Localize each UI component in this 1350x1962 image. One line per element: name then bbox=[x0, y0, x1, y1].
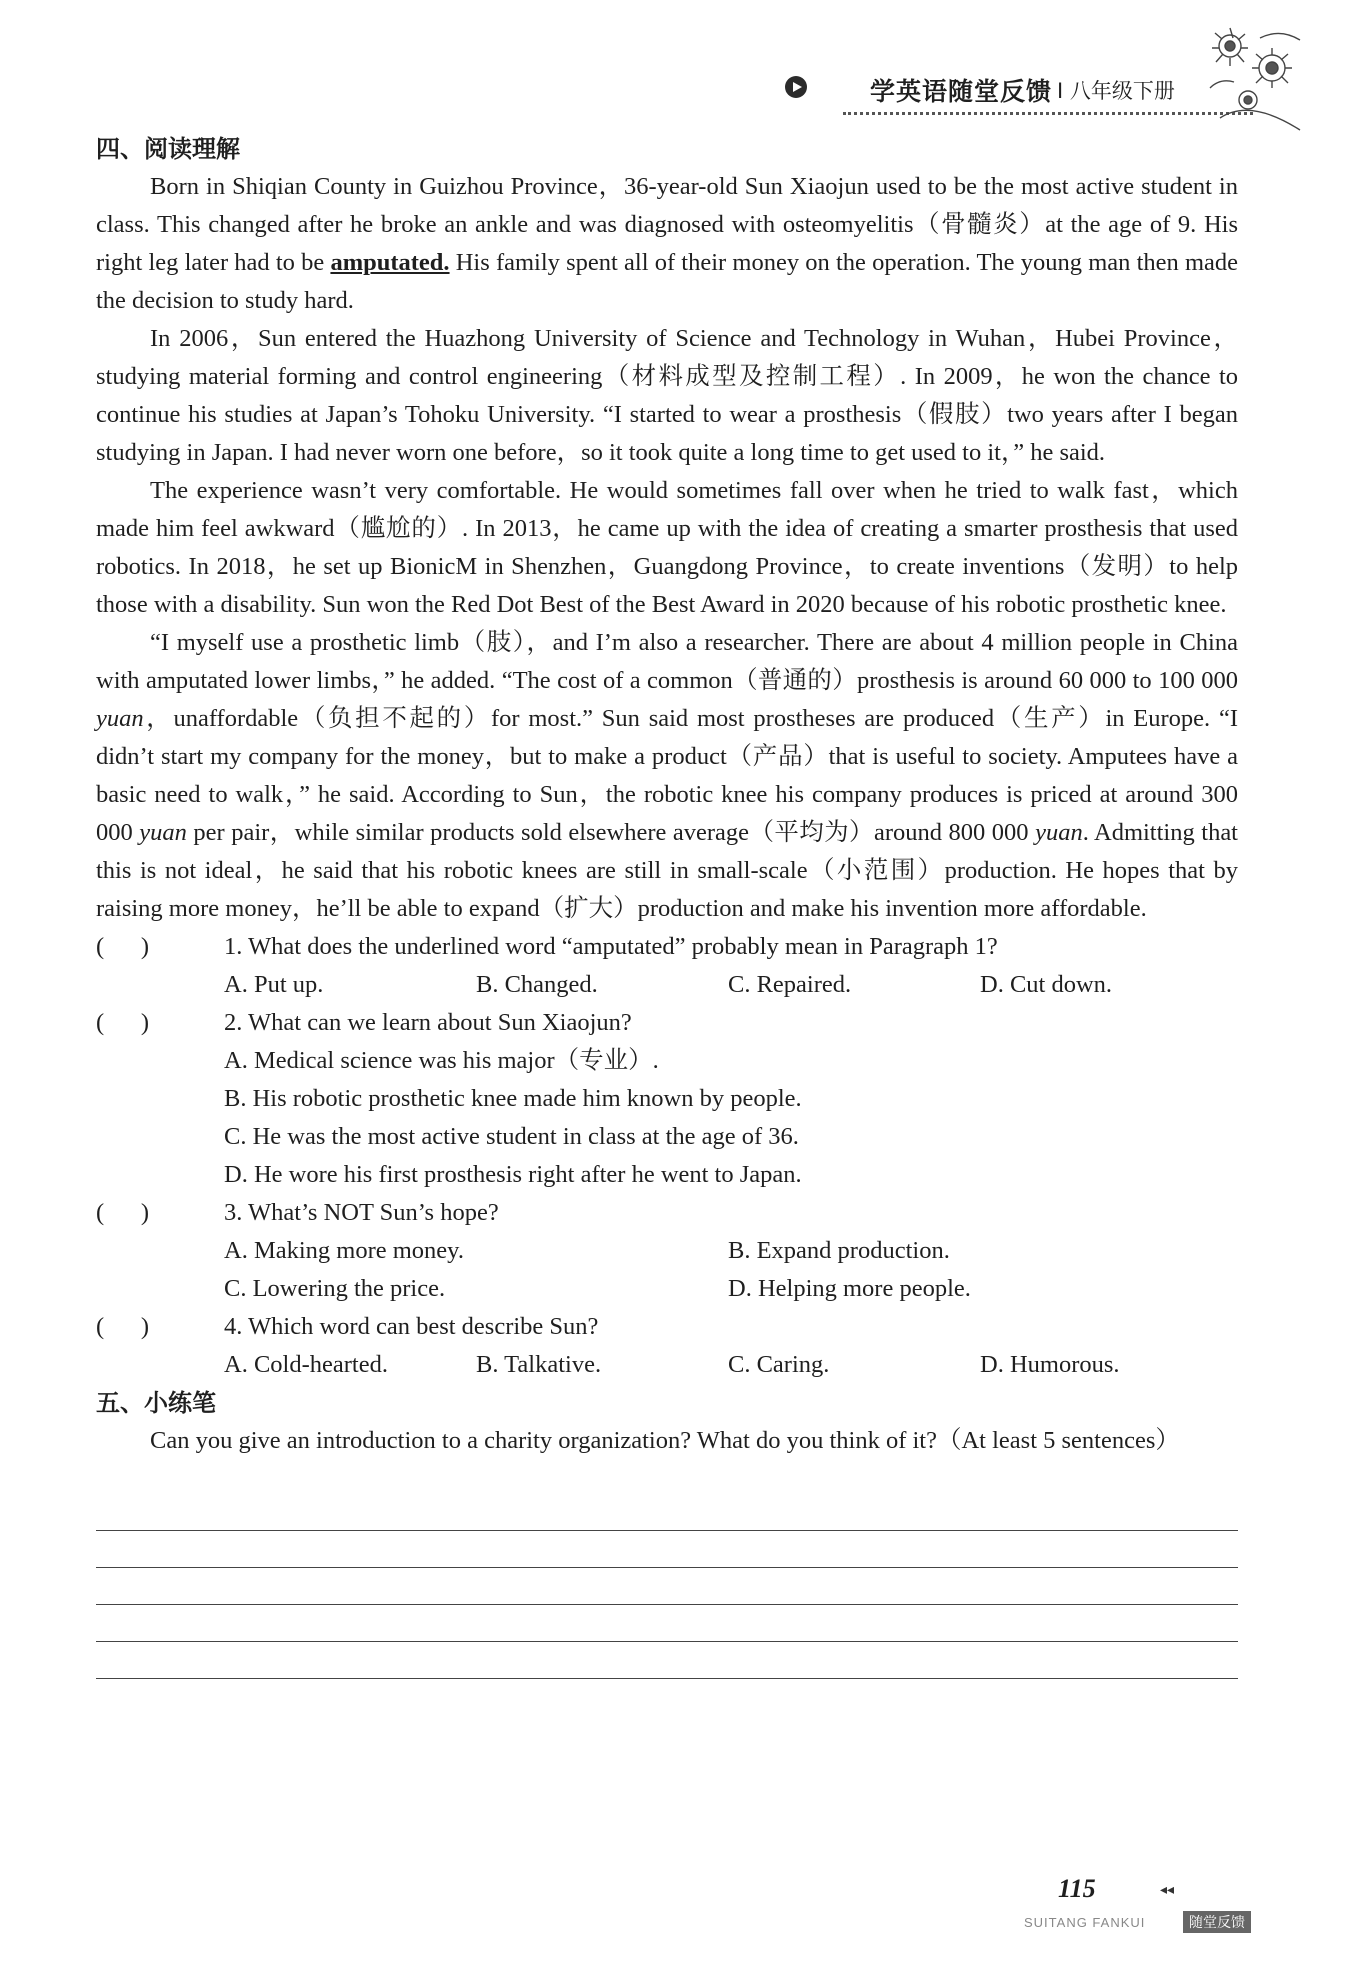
question-text: 3. What’s NOT Sun’s hope? bbox=[224, 1199, 499, 1226]
writing-line[interactable] bbox=[96, 1531, 1238, 1568]
question-1 bbox=[96, 928, 1238, 1004]
text-span: His family spent all of their money on the operation. The young man then made the decision to study hard. bbox=[96, 249, 1238, 314]
question-options bbox=[224, 1270, 1238, 1308]
question-4 bbox=[96, 1308, 1238, 1384]
text-span: “I myself use a prosthetic limb（肢），and I’m also a researcher. There are about 4 million people in China with amputated lower limbs，” he added. “The cost of a common（普通的）prosthesis is around 60 000 to 100 000 bbox=[96, 629, 1238, 694]
arrow-left-icon: ◂◂ bbox=[1160, 1882, 1175, 1898]
option-c: C. He was the most active student in class at the age of 36. bbox=[224, 1123, 799, 1150]
option-b: B. His robotic prosthetic knee made him known by people. bbox=[224, 1085, 802, 1112]
option-b: B. Talkative. bbox=[476, 1351, 602, 1378]
passage-paragraph-4 bbox=[96, 624, 1238, 928]
underlined-word: amputated. bbox=[330, 249, 450, 276]
page-content bbox=[96, 130, 1238, 1679]
question-text: 1. What does the underlined word “amputated” probably mean in Paragraph 1? bbox=[224, 933, 998, 960]
answer-blank[interactable]: ( ) bbox=[96, 1313, 156, 1340]
separator: I bbox=[1057, 79, 1064, 103]
question-options bbox=[224, 966, 1238, 1004]
section-5-title: 五、小练笔 bbox=[96, 1389, 216, 1417]
option-a: A. Cold-hearted. bbox=[224, 1351, 388, 1378]
footer-brand: SUITANG FANKUI bbox=[1024, 1915, 1146, 1930]
answer-blank[interactable]: ( ) bbox=[96, 1009, 156, 1036]
italic-word: yuan bbox=[139, 819, 187, 846]
question-options bbox=[224, 1232, 1238, 1270]
option-b: B. Expand production. bbox=[728, 1237, 950, 1264]
option-d: D. Humorous. bbox=[980, 1351, 1120, 1378]
text-span: ，unaffordable（负担不起的）for most.” Sun said most prostheses are produced（生产）in Europe. “I didn’t start my company for the money，but to make a product（产品）that is useful to society. Amputees have a basic need to walk，” he said. According to Sun，the robotic knee his company produces is priced at around 300 000 bbox=[96, 705, 1238, 846]
question-3 bbox=[96, 1194, 1238, 1308]
option-c: C. Caring. bbox=[728, 1351, 830, 1378]
option-a: A. Medical science was his major（专业）. bbox=[224, 1047, 659, 1074]
writing-line[interactable] bbox=[96, 1642, 1238, 1679]
writing-prompt: Can you give an introduction to a charity organization? What do you think of it?（At least 5 sentences） bbox=[150, 1427, 1180, 1454]
option-a: A. Making more money. bbox=[224, 1237, 464, 1264]
play-icon bbox=[785, 76, 807, 98]
text-span: per pair，while similar products sold elsewhere average（平均为）around 800 000 bbox=[186, 819, 1036, 846]
answer-blank[interactable]: ( ) bbox=[96, 1199, 156, 1226]
grade-label: 八年级下册 bbox=[1069, 79, 1175, 103]
question-text: 2. What can we learn about Sun Xiaojun? bbox=[224, 1009, 632, 1036]
option-d: D. He wore his first prosthesis right after he went to Japan. bbox=[224, 1161, 802, 1188]
question-text: 4. Which word can best describe Sun? bbox=[224, 1313, 599, 1340]
text-span: Born in Shiqian County in Guizhou Province，36-year-old Sun Xiaojun used to be the most active student in class. This changed after he broke an ankle and was diagnosed with osteomyelitis（骨髓炎）at the age of 9. His right leg later had to be bbox=[96, 173, 1238, 276]
question-2 bbox=[96, 1004, 1238, 1194]
passage-paragraph-2: In 2006，Sun entered the Huazhong University of Science and Technology in Wuhan，Hubei Province，studying material forming and control engineering（材料成型及控制工程）. In 2009，he won the chance to continue his studies at Japan’s Tohoku University. “I started to wear a prosthesis（假肢）two years after I began studying in Japan. I had never worn one before，so it took quite a long time to get used to it，” he said. bbox=[96, 325, 1238, 466]
writing-area[interactable] bbox=[96, 1494, 1238, 1679]
option-c: C. Lowering the price. bbox=[224, 1275, 446, 1302]
passage-paragraph-1 bbox=[96, 168, 1238, 320]
italic-word: yuan bbox=[1035, 819, 1083, 846]
writing-line[interactable] bbox=[96, 1605, 1238, 1642]
flower-decoration-icon bbox=[1200, 18, 1310, 138]
answer-blank[interactable]: ( ) bbox=[96, 933, 156, 960]
text-span: . Admitting that this is not ideal，he said that his robotic knees are still in small-scale（小范围）production. He hopes that by raising more money，he’ll be able to expand（扩大）production and make his invention more affordable. bbox=[96, 819, 1238, 922]
option-b: B. Changed. bbox=[476, 971, 598, 998]
section-4-title: 四、阅读理解 bbox=[96, 135, 240, 163]
passage-paragraph-3: The experience wasn’t very comfortable. He would sometimes fall over when he tried to walk fast，which made him feel awkward（尴尬的）. In 2013，he came up with the idea of creating a smarter prosthesis that used robotics. In 2018，he set up BionicM in Shenzhen，Guangdong Province，to create inventions（发明）to help those with a disability. Sun won the Red Dot Best of the Best Award in 2020 because of his robotic prosthetic knee. bbox=[96, 477, 1238, 618]
writing-line[interactable] bbox=[96, 1568, 1238, 1605]
option-d: D. Helping more people. bbox=[728, 1275, 971, 1302]
page-number: 115 bbox=[1058, 1874, 1096, 1903]
option-a: A. Put up. bbox=[224, 971, 324, 998]
footer-tag: 随堂反馈 bbox=[1183, 1911, 1251, 1933]
page-header bbox=[785, 68, 1255, 108]
book-subtitle bbox=[1057, 75, 1175, 105]
book-title: 学英语随堂反馈 bbox=[870, 77, 1053, 106]
option-d: D. Cut down. bbox=[980, 971, 1113, 998]
writing-line[interactable] bbox=[96, 1494, 1238, 1531]
dotted-divider bbox=[843, 112, 1253, 115]
italic-word: yuan bbox=[96, 705, 144, 732]
option-c: C. Repaired. bbox=[728, 971, 852, 998]
question-options bbox=[224, 1346, 1238, 1384]
